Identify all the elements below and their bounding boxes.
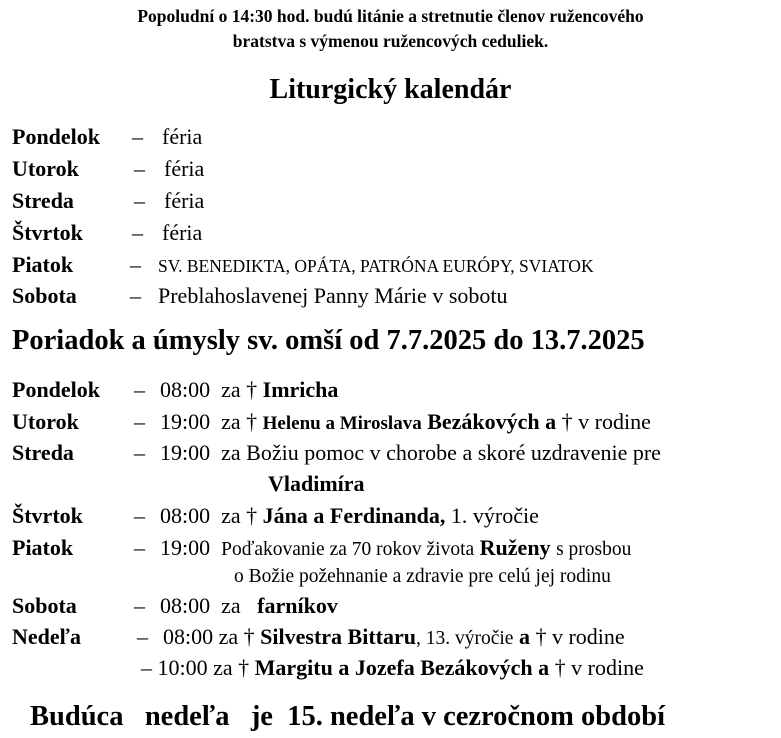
mass-row-utorok — [12, 409, 651, 437]
mass-name: Helenu a Miroslava — [262, 413, 422, 434]
calendar-row-utorok — [12, 156, 204, 182]
calendar-text: féria — [164, 156, 205, 181]
calendar-dash: – — [130, 252, 141, 277]
mass-post: , 13. výročie — [415, 628, 514, 649]
mass-time: 10:00 — [157, 655, 208, 680]
calendar-dash: – — [134, 188, 145, 213]
mass-dash: – — [134, 535, 145, 560]
mass-name: farníkov — [257, 593, 338, 618]
mass-row-pondelok — [12, 377, 338, 403]
mass-dash: – — [134, 409, 145, 434]
mass-and: a — [545, 409, 557, 434]
mass-pre: za — [221, 593, 241, 618]
calendar-row-streda — [12, 188, 204, 214]
notice — [0, 4, 781, 54]
mass-day: Streda — [12, 440, 74, 465]
calendar-day: Streda — [12, 188, 74, 213]
mass-day: Utorok — [12, 409, 79, 434]
mass-and: a — [518, 624, 530, 649]
mass-time: 19:00 — [160, 535, 211, 560]
calendar-day: Utorok — [12, 156, 79, 181]
calendar-row-stvrtok — [12, 220, 202, 246]
mass-name: Jána a Ferdinanda, — [262, 503, 446, 528]
mass-row-streda-cont — [268, 471, 365, 497]
mass-time: 19:00 — [160, 440, 211, 465]
mass-name: Margitu a Jozefa Bezákových — [254, 655, 533, 680]
mass-pre: za † — [221, 409, 258, 434]
mass-day: Sobota — [12, 593, 77, 618]
mass-row-nedela — [12, 624, 625, 652]
mass-dash: – — [134, 593, 145, 618]
notice-line-1: Popoludní o 14:30 hod. budú litánie a stretnutie členov ružencového — [137, 6, 644, 26]
calendar-dash: – — [130, 283, 141, 308]
mass-dash: – — [134, 503, 145, 528]
calendar-dash: – — [132, 124, 143, 149]
notice-line-2: bratstva s výmenou ružencových ceduliek. — [232, 31, 549, 51]
calendar-day: Pondelok — [12, 124, 101, 149]
calendar-text: féria — [162, 124, 203, 149]
calendar-text: féria — [164, 188, 205, 213]
calendar-row-sobota — [12, 283, 508, 309]
mass-text: o Božie požehnanie a zdravie pre celú jej rodinu — [234, 566, 611, 587]
mass-dash: – — [134, 377, 145, 402]
mass-post: † v rodine — [561, 409, 651, 434]
mass-row-sobota — [12, 593, 338, 619]
calendar-text: Preblahoslavenej Panny Márie v sobotu — [158, 283, 508, 308]
calendar-day: Štvrtok — [12, 220, 83, 245]
mass-pre: za † — [218, 624, 255, 649]
mass-time: 08:00 — [160, 503, 211, 528]
mass-name: Silvestra Bittaru — [260, 624, 416, 649]
mass-and: a — [538, 655, 550, 680]
mass-text: za Božiu pomoc v chorobe a skoré uzdravenie pre — [221, 440, 661, 465]
mass-row-stvrtok — [12, 503, 539, 529]
mass-row-streda — [12, 440, 661, 466]
calendar-day: Sobota — [12, 283, 77, 308]
masses-title: Poriadok a úmysly sv. omší od 7.7.2025 do 13.7.2025 — [12, 325, 645, 356]
mass-name: Imricha — [262, 377, 339, 402]
mass-day: Nedeľa — [12, 624, 81, 649]
calendar-row-pondelok — [12, 124, 202, 150]
mass-pre: za † — [221, 377, 258, 402]
mass-pre: za † — [221, 503, 258, 528]
mass-post: † v rodine — [554, 655, 644, 680]
mass-name: Ruženy — [479, 535, 551, 560]
calendar-dash: – — [134, 156, 145, 181]
mass-dash: – — [134, 440, 145, 465]
mass-row-piatok-cont — [234, 564, 611, 590]
footer-title — [30, 701, 665, 733]
mass-day: Štvrtok — [12, 503, 83, 528]
mass-name: Vladimíra — [268, 471, 365, 496]
mass-day: Piatok — [12, 535, 74, 560]
mass-row-nedela-2 — [141, 655, 644, 681]
mass-time: 08:00 — [160, 593, 211, 618]
mass-time: 08:00 — [163, 624, 214, 649]
mass-dash: – — [141, 655, 152, 680]
calendar-day: Piatok — [12, 252, 74, 277]
mass-dash: – — [137, 624, 148, 649]
mass-time: 08:00 — [160, 377, 211, 402]
mass-post-2: † v rodine — [535, 624, 625, 649]
calendar-text: féria — [162, 220, 203, 245]
footer-title-text: Budúca nedeľa je 15. nedeľa v cezročnom období — [30, 701, 665, 732]
mass-text-2: s prosbou — [556, 539, 632, 560]
mass-text: Poďakovanie za 70 rokov života — [221, 539, 475, 560]
mass-name-family: Bezákových — [427, 409, 540, 434]
calendar-row-piatok — [12, 252, 594, 279]
mass-day: Pondelok — [12, 377, 101, 402]
mass-time: 19:00 — [160, 409, 211, 434]
mass-row-piatok — [12, 535, 631, 563]
calendar-dash: – — [132, 220, 143, 245]
calendar-text: SV. BENEDIKTA, OPÁTA, PATRÓNA EURÓPY, SVIATOK — [158, 256, 594, 276]
calendar-title: Liturgický kalendár — [269, 74, 512, 105]
mass-post: 1. výročie — [450, 503, 539, 528]
mass-pre: za † — [213, 655, 250, 680]
